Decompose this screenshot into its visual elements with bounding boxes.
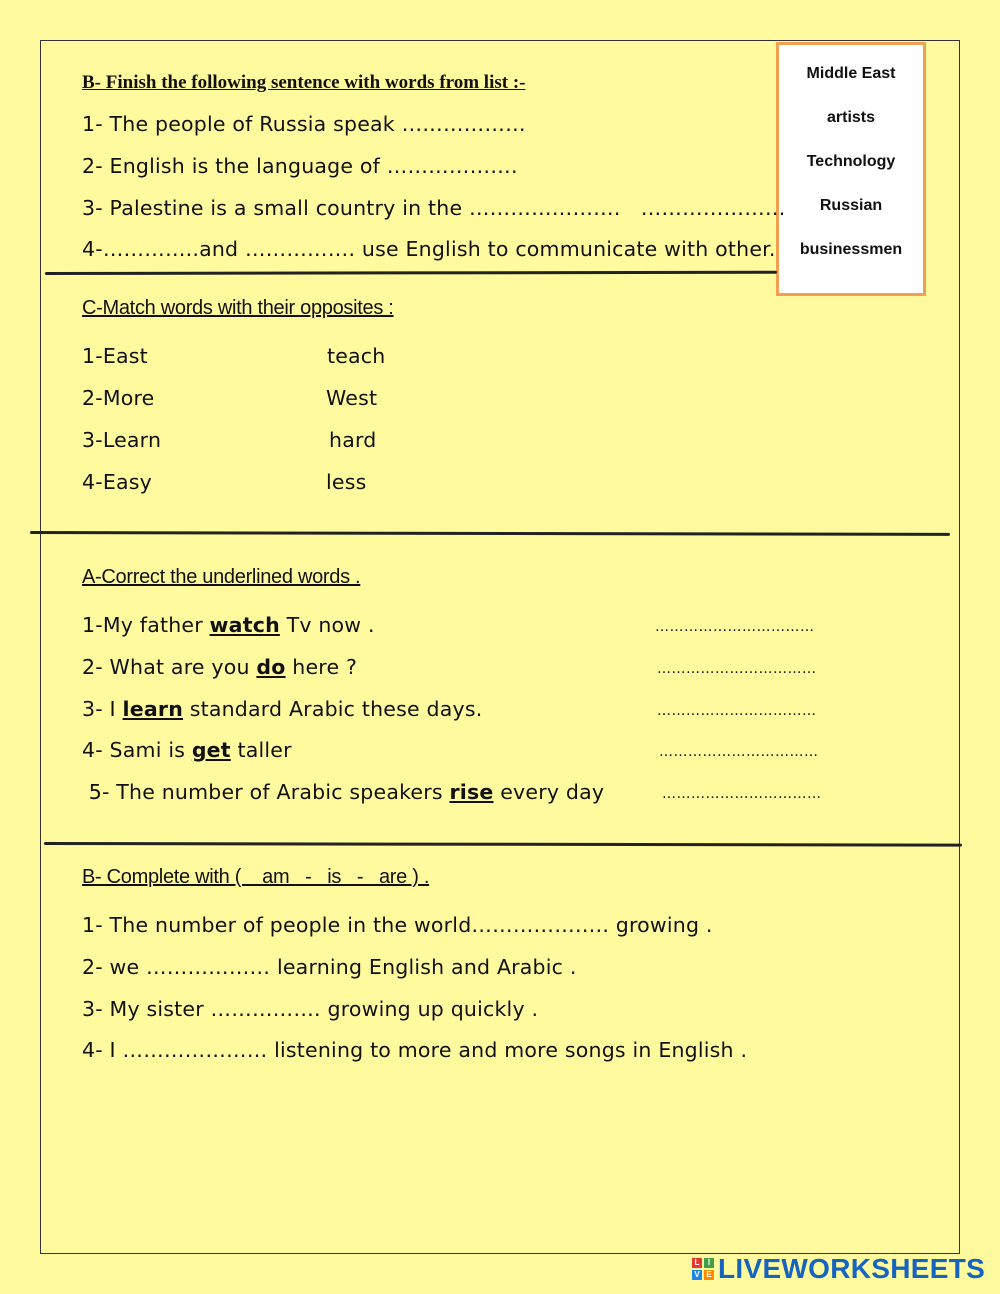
match-left-word: 3-Learn	[82, 428, 162, 452]
section-b1-line[interactable]: 1- The people of Russia speak ………………	[82, 112, 526, 136]
section-c-heading: C-Match words with their opposites :	[82, 297, 394, 319]
section-b1-line[interactable]: 4-…………..and ……………. use English to communicate with other.	[82, 237, 776, 261]
word-list-item: Technology	[806, 153, 896, 170]
underlined-word: rise	[449, 780, 494, 804]
logo-text: LIVEWORKSHEETS	[718, 1253, 986, 1284]
correction-sentence: 1-My father watch Tv now .	[82, 613, 375, 637]
underlined-word: learn	[122, 697, 183, 721]
section-b2-line[interactable]: 3- My sister ……………. growing up quickly .	[82, 997, 539, 1021]
liveworksheets-logo	[692, 1254, 985, 1284]
correction-sentence: 4- Sami is get taller	[82, 738, 292, 762]
section-b1-line[interactable]: 2- English is the language of ……………….	[82, 154, 518, 178]
answer-blank[interactable]: ……………………………	[657, 703, 817, 719]
match-left-word: 1-East	[82, 344, 148, 368]
word-list-box	[776, 42, 926, 296]
word-list-item: Russian	[819, 197, 883, 214]
correction-sentence: 2- What are you do here ?	[82, 655, 358, 679]
word-list-item: artists	[826, 109, 876, 126]
match-right-word[interactable]: teach	[327, 344, 386, 368]
section-b2-heading: B- Complete with ( am - is - are ) .	[82, 866, 430, 888]
word-list-item: Middle East	[806, 65, 896, 82]
match-right-word[interactable]: hard	[329, 428, 377, 452]
section-b2-line[interactable]: 2- we ……………… learning English and Arabic .	[82, 955, 577, 979]
underlined-word: do	[256, 655, 286, 679]
match-right-word[interactable]: West	[326, 386, 378, 410]
answer-blank[interactable]: ……………………………	[655, 619, 815, 635]
correction-sentence: 5- The number of Arabic speakers rise every day	[82, 780, 605, 804]
answer-blank[interactable]: ……………………………	[662, 786, 822, 802]
answer-blank[interactable]: ……………………………	[659, 744, 819, 760]
section-b1-line[interactable]: 3- Palestine is a small country in the …………………. …………………	[82, 196, 786, 220]
match-left-word: 2-More	[82, 386, 155, 410]
word-list-item: businessmen	[799, 241, 903, 258]
logo-mark-icon: L I V E	[692, 1258, 714, 1280]
section-b2-line[interactable]: 1- The number of people in the world……………….. growing .	[82, 913, 713, 937]
underlined-word: watch	[209, 613, 280, 637]
answer-blank[interactable]: ……………………………	[657, 661, 817, 677]
section-b1-heading: B- Finish the following sentence with words from list :-	[82, 72, 526, 93]
correction-sentence: 3- I learn standard Arabic these days.	[82, 697, 483, 721]
match-left-word: 4-Easy	[82, 470, 152, 494]
match-right-word[interactable]: less	[326, 470, 367, 494]
underlined-word: get	[191, 738, 231, 762]
section-b2-line[interactable]: 4- I ………………… listening to more and more songs in English .	[82, 1038, 748, 1062]
section-a-heading: A-Correct the underlined words .	[82, 566, 361, 588]
